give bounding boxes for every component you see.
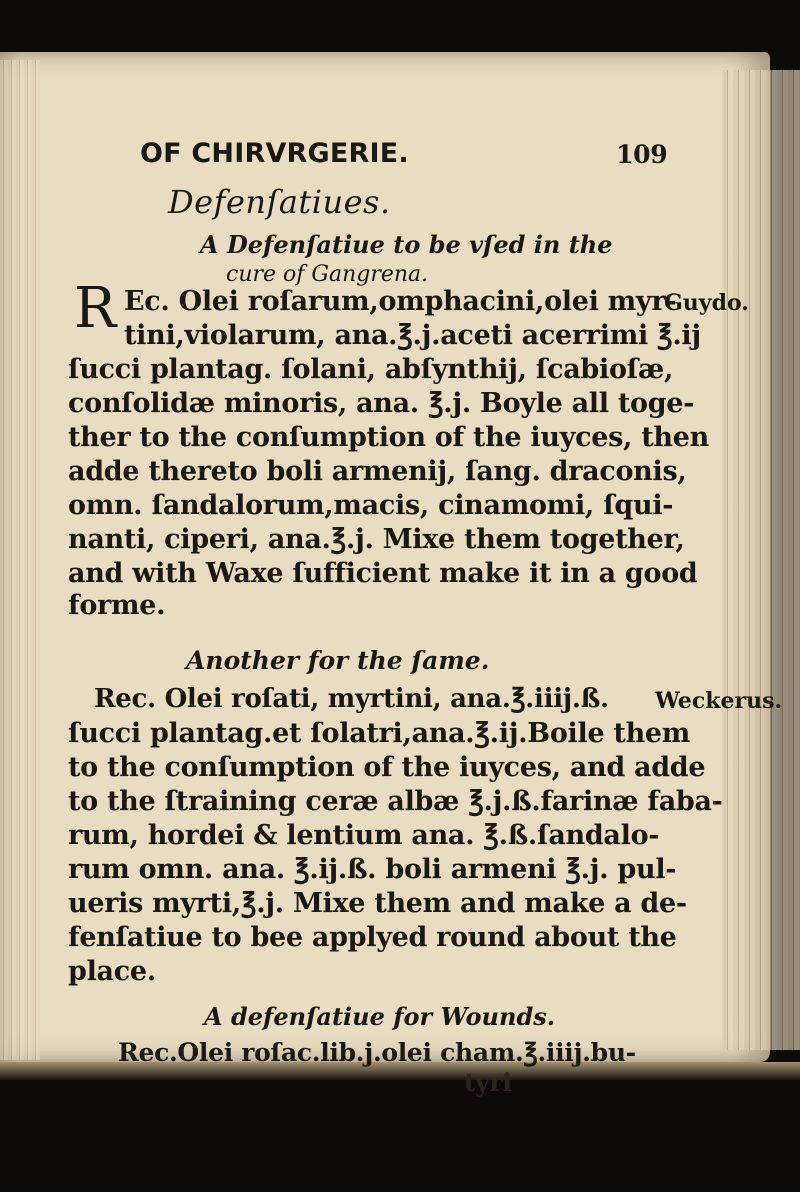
text-line: ther to the conſumption of the iuyces, then xyxy=(68,422,709,453)
text-line: forme. xyxy=(68,590,166,621)
text-line: fenſatiue to bee applyed round about the xyxy=(68,922,677,953)
section-heading: Another for the ſame. xyxy=(186,646,490,675)
section-subheading: A Defenſatiue to be vſed in the xyxy=(200,230,613,259)
text-line: rum, hordei & lentium ana. ℥.ß.ſandalo- xyxy=(68,820,660,851)
page-stack-right xyxy=(722,70,800,1050)
page-stack-left xyxy=(0,60,40,1060)
text-line: adde thereto boli armenij, ſang. draconis, xyxy=(68,456,687,487)
text-line: ſucci plantag.et ſolatri,ana.℥.ij.Boile them xyxy=(68,718,691,749)
margin-note: Guydo. xyxy=(664,290,749,316)
running-title: OF CHIRVRGERIE. xyxy=(140,138,409,169)
section-heading: A defenſatiue for Wounds. xyxy=(204,1002,556,1031)
section-subheading: cure of Gangrena. xyxy=(226,262,429,287)
text-line: to the ſtraining ceræ albæ ℥.j.ß.farinæ faba- xyxy=(68,786,723,817)
text-line: to the conſumption of the iuyces, and adde xyxy=(68,752,706,783)
page-number: 109 xyxy=(616,140,668,169)
text-line: ueris myrti,℥.j. Mixe them and make a de- xyxy=(68,888,687,919)
drop-cap: R xyxy=(74,276,117,341)
text-line: Rec.Olei roſac.lib.j.olei cham.℥.iiij.bu- xyxy=(118,1038,636,1067)
text-line: nanti, ciperi, ana.℥.j. Mixe them together, xyxy=(68,524,685,555)
margin-note: Weckerus. xyxy=(655,688,783,714)
text-line: place. xyxy=(68,956,156,987)
text-line: and with Waxe ſufficient make it in a good xyxy=(68,558,698,589)
catchword: tyri xyxy=(464,1068,512,1097)
section-heading: Defenſatiues. xyxy=(168,183,391,221)
text-line: conſolidæ minoris, ana. ℥.j. Boyle all toge- xyxy=(68,388,695,419)
text-line: tini,violarum, ana.℥.j.aceti acerrimi ℥.ij xyxy=(124,320,701,351)
text-line: omn. ſandalorum,macis, cinamomi, ſqui- xyxy=(68,490,674,521)
text-line: Rec. Olei roſati, myrtini, ana.℥.iiij.ß. xyxy=(94,684,609,714)
text-line: rum omn. ana. ℥.ij.ß. boli armeni ℥.j. pul- xyxy=(68,854,677,885)
text-line: Ec. Olei roſarum,omphacini,olei myr- xyxy=(124,286,677,317)
text-line: ſucci plantag. ſolani, abſynthij, ſcabioſæ, xyxy=(68,354,674,385)
